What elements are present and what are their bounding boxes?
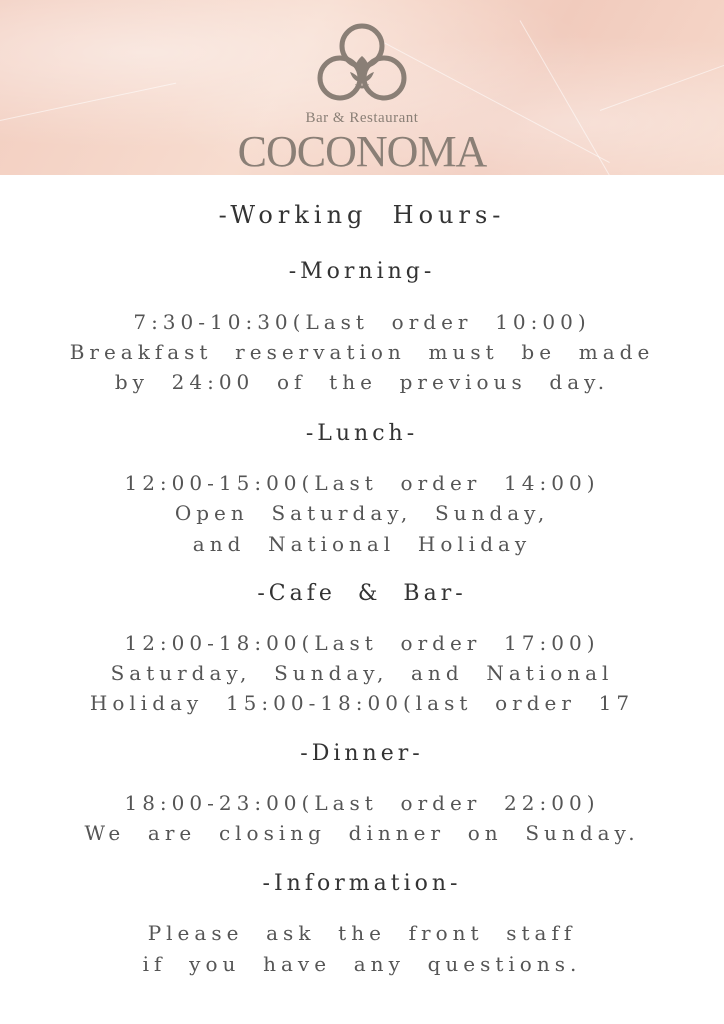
dinner-line-2: We are closing dinner on Sunday. bbox=[84, 821, 640, 845]
section-heading-dinner: -Dinner- bbox=[300, 741, 424, 766]
lunch-line-3: and National Holiday bbox=[192, 532, 532, 556]
lunch-line-2: Open Saturday, Sunday, bbox=[174, 501, 550, 525]
section-heading-lunch: -Lunch- bbox=[305, 421, 419, 446]
information-line-2: if you have any questions. bbox=[142, 952, 582, 976]
header-banner bbox=[0, 0, 724, 175]
section-heading-information: -Information- bbox=[262, 871, 462, 896]
lunch-line-1: 12:00-15:00(Last order 14:00) bbox=[124, 471, 600, 495]
page-title: -Working Hours- bbox=[218, 201, 506, 229]
cafe-bar-line-3: Holiday 15:00-18:00(last order 17 bbox=[89, 691, 635, 715]
information-line-1: Please ask the front staff bbox=[147, 921, 577, 945]
section-heading-cafe-bar: -Cafe & Bar- bbox=[257, 581, 467, 606]
morning-line-1: 7:30-10:30(Last order 10:00) bbox=[133, 310, 591, 334]
morning-line-2: Breakfast reservation must be made bbox=[69, 340, 655, 364]
dinner-line-1: 18:00-23:00(Last order 22:00) bbox=[124, 791, 600, 815]
brand-name: COCONOMA bbox=[237, 127, 487, 175]
header-subtitle: Bar & Restaurant bbox=[305, 110, 419, 126]
coconoma-logo-icon bbox=[312, 22, 412, 104]
section-heading-morning: -Morning- bbox=[288, 259, 436, 284]
cafe-bar-line-1: 12:00-18:00(Last order 17:00) bbox=[124, 631, 600, 655]
morning-line-3: by 24:00 of the previous day. bbox=[114, 370, 610, 394]
cafe-bar-line-2: Saturday, Sunday, and National bbox=[110, 661, 614, 685]
